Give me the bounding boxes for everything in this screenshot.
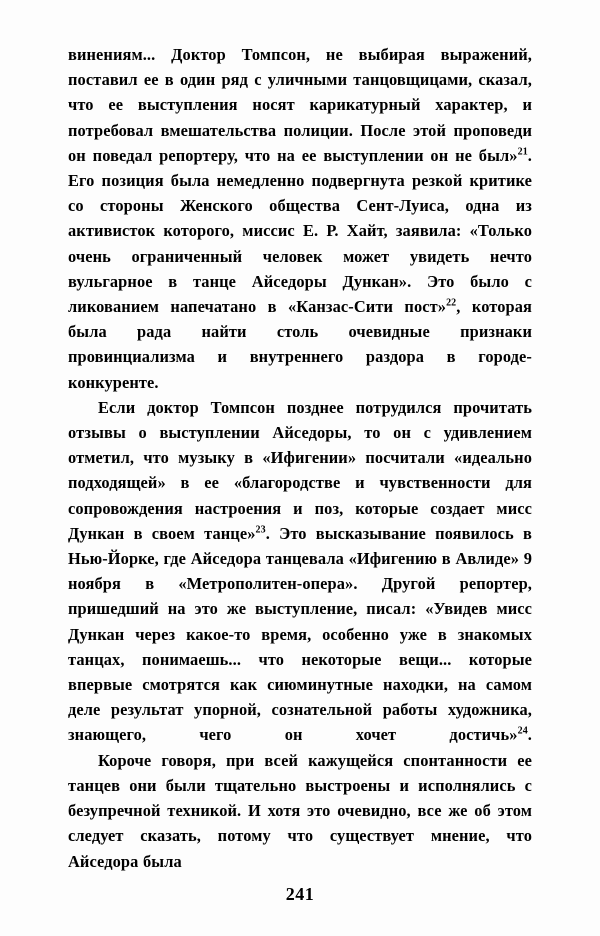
footnote-marker: 21 (517, 146, 528, 158)
page-text-body (68, 42, 532, 874)
page-number: 241 (285, 884, 315, 904)
footnote-marker: 24 (517, 726, 528, 738)
footnote-marker: 22 (446, 297, 457, 309)
paragraph: Если доктор Томпсон позднее потрудился прочитать отзывы о выступлении Айседоры, то он с удивлением отметил, что музыку в «Ифигении» посчитали «идеально подходящей» в ее «благородстве и чувственности для сопровождения настроения и поз, которые создает мисс Дункан в своем танце»$^{23}$. Это высказывание появилось в Нью-Йорке, где Айседора танцевала «Ифигению в Авлиде» 9 ноября в «Метрополитен-опера». Другой репортер, пришедший на это же выступление, писал: «Увидев мисс Дункан через какое-то время, особенно уже в знакомых танцах, понимаешь... что некоторые вещи... которые впервые смотрятся как сиюминутные находки, на самом деле результат упорной, сознательной работы художника, знающего, чего он хочет достичь»$^{24}$. (68, 397, 532, 745)
paragraph: Короче говоря, при всей кажущейся спонтанности ее танцев они были тщательно выстроены и исполнялись с безупречной техникой. И хотя это очевидно, все же об этом следует сказать, потому что существует мнение, что Айседора была (68, 750, 532, 871)
footnote-marker: 23 (255, 524, 266, 536)
paragraph: винениям... Доктор Томпсон, не выбирая выражений, поставил ее в один ряд с уличными танцовщицами, сказал, что ее выступления носят карикатурный характер, и потребовал вмешательства полиции. После этой проповеди он поведал репортеру, что на ее выступлении он не был»$^{21}$. Его позиция была немедленно подвергнута резкой критике со стороны Женского общества Сент-Луиса, одна из активисток которого, миссис Е. Р. Хайт, заявила: «Только очень ограниченный человек может увидеть нечто вульгарное в танце Айседоры Дункан». Это было с ликованием напечатано в «Канзас-Сити пост»$^{22}$, которая была рада найти столь очевидные признаки провинциализма и внутреннего раздора в городе-конкуренте. (68, 45, 532, 392)
